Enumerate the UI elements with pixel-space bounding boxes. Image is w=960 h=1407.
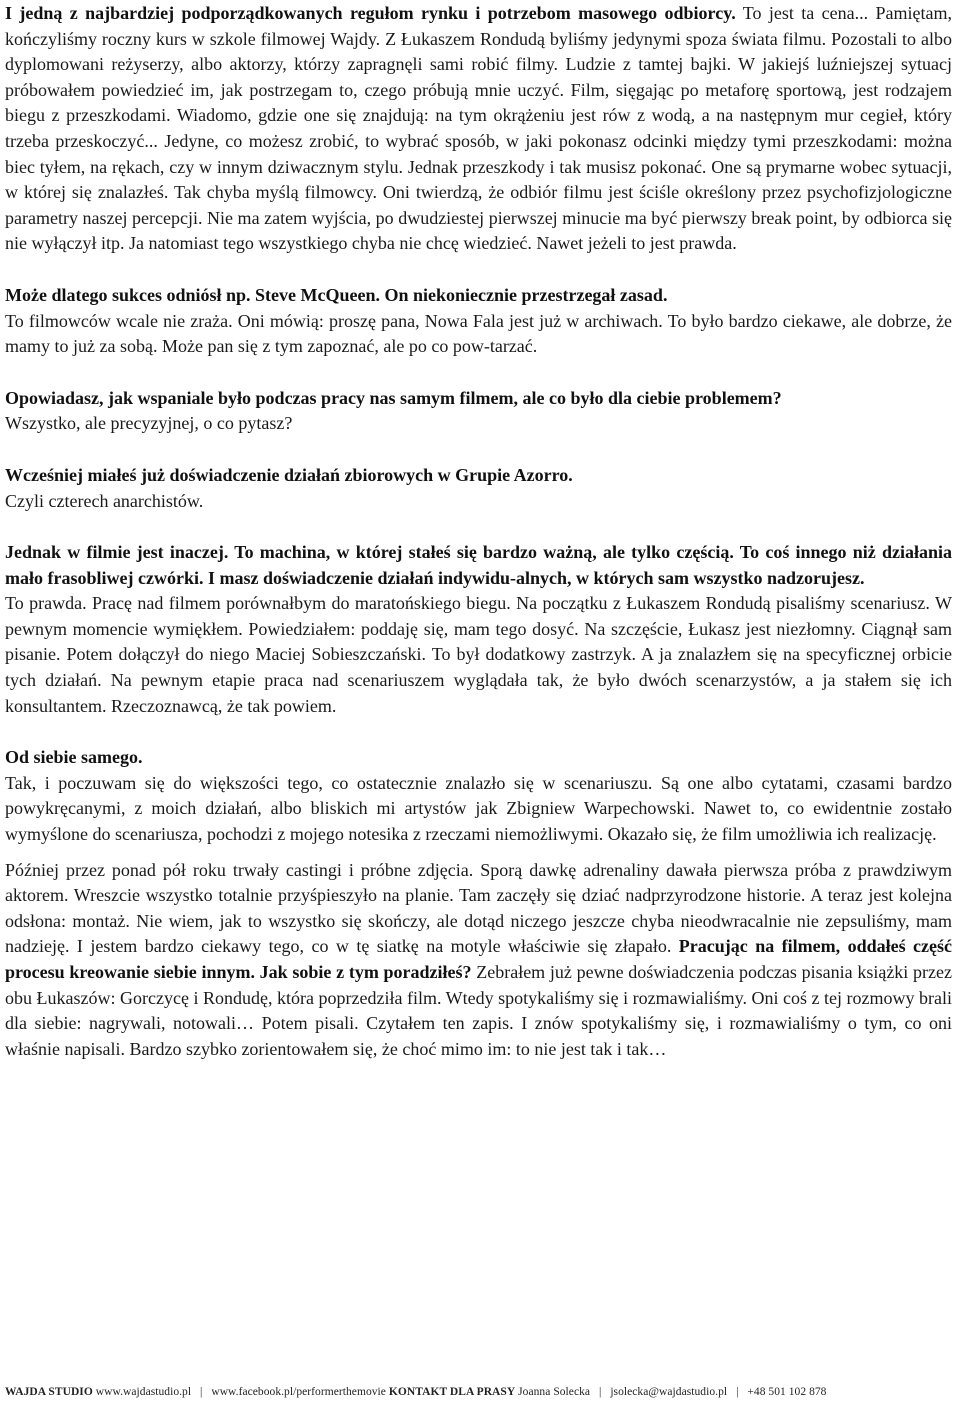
question-text: Od siebie samego. xyxy=(5,747,143,768)
answer-text: To filmowców wcale nie zraża. Oni mówią: proszę pana, Nowa Fala jest już w archiwach. To było bardzo ciekawe, ale dobrze, że mamy to już za sobą. Może pan się z tym zapoznać, ale po co pow-tarzać. xyxy=(5,310,952,357)
interview-article xyxy=(5,0,952,1062)
paragraph xyxy=(5,0,952,257)
question-text: Jednak w filmie jest inaczej. To machina, w której stałeś się bardzo ważną, ale tylko częścią. To coś innego niż działania mało frasobliwej czwórki. I masz doświadczenie działań indywidu-alnych, w których sam wszystko nadzorujesz. xyxy=(5,542,952,588)
paragraph xyxy=(5,858,952,1063)
footer-separator: | xyxy=(599,1386,602,1398)
question-text: Opowiadasz, jak wspaniale było podczas pracy nas samym filmem, ale co było dla ciebie problemem? xyxy=(5,387,782,408)
question-text: I jedną z najbardziej podporządkowanych regułom rynku i potrzebom masowego odbiorcy. xyxy=(5,3,736,23)
footer-contact-label: KONTAKT DLA PRASY xyxy=(388,1386,516,1398)
paragraph xyxy=(5,463,952,514)
answer-text: To prawda. Pracę nad filmem porównałbym do maratońskiego biegu. Na początku z Łukaszem Rondudą pisaliśmy scenariusz. W pewnym momencie wymiękłem. Powiedziałem: poddaję się, mam tego dosyć. Na szczęście, Łukasz jest niezłomny. Ciągnął sam pisanie. Potem dołączył do niego Maciej Sobieszczański. To był dodatkowy zastrzyk. A ja znalazłem się na specyficznej orbicie tych działań. Na pewnym etapie praca nad scenariuszem wyglądała tak, że było dwóch scenarzystów, a ja stałem się ich konsultantem. Rzeczoznawcą, że tak powiem. xyxy=(5,593,952,716)
paragraph xyxy=(5,745,952,847)
footer-studio-name: WAJDA STUDIO xyxy=(5,1386,93,1398)
question-text: Może dlatego sukces odniósł np. Steve McQueen. On niekoniecznie przestrzegał zasad. xyxy=(5,284,668,305)
answer-text: Wszystko, ale precyzyjnej, o co pytasz? xyxy=(5,413,293,434)
press-contact-footer xyxy=(5,1386,950,1398)
answer-text: Tak, i poczuwam się do większości tego, co ostatecznie znalazło się w scenariuszu. Są one albo cytatami, czasami bardzo powykręcanymi, z moich działań, albo bliskich mi artystów jak Zbigniew Warpechowski. Nawet to, co ewidentnie zostało wymyślone do scenariusza, pochodzi z mojego notesika z rzeczami niemożliwymi. Okazało się, że film umożliwia ich realizację. xyxy=(5,772,952,845)
paragraph xyxy=(5,540,952,719)
footer-contact-name: Joanna Solecka xyxy=(518,1386,591,1398)
answer-text: Czyli czterech anarchistów. xyxy=(5,490,204,511)
paragraph xyxy=(5,386,952,437)
footer-separator: | xyxy=(200,1386,203,1398)
footer-separator: | xyxy=(736,1386,739,1398)
footer-phone: +48 501 102 878 xyxy=(747,1386,827,1398)
footer-email-link[interactable]: jsolecka@wajdastudio.pl xyxy=(610,1386,728,1398)
question-text: Wcześniej miałeś już doświadczenie działań zbiorowych w Grupie Azorro. xyxy=(5,464,573,485)
question-text: Pracując na filmem, oddałeś część procesu kreowanie siebie innym. Jak sobie z tym poradziłeś? xyxy=(5,936,952,982)
answer-text: Zebrałem już pewne doświadczenia podczas pisania książki przez obu Łukaszów: Gorczycę i Rondudę, która poprzedziła film. Wtedy spotykaliśmy się i rozmawialiśmy. Oni coś z tej rozmowy brali dla siebie: nagrywali, notowali… Potem pisali. Czytałem ten zapis. I znów spotykaliśmy się, i rozmawialiśmy o tym, co oni właśnie napisali. Bardzo szybko zorientowałem się, że choć mimo im: to nie jest tak i tak… xyxy=(5,962,952,1059)
answer-text: To jest ta cena... Pamiętam, kończyliśmy roczny kurs w szkole filmowej Wajdy. Z Łukaszem Rondudą byliśmy jedynymi spoza świata filmu. Pozostali to albo dyplomowani reżyserzy, albo aktorzy, którzy zapragnęli sami robić filmy. Ludzie z tamtej bajki. W jakiejś luźniejszej sytuacj próbowałem powiedzieć im, jak postrzegam to, czego próbują mnie uczyć. Film, sięgając po metaforę sportową, jest rodzajem biegu z przeszkodami. Wiadomo, gdzie one się znajdują: na tym okrążeniu jest rów z wodą, a na następnym mur cegieł, który trzeba przeskoczyć... Jedyne, co możesz zrobić, to wybrać sposób, w jaki pokonasz odcinki między tymi przeszkodami: można biec tyłem, na rękach, czy w innym dziwacznym stylu. Jednak przeszkody i tak musisz pokonać. One są prymarne wobec sytuacji, w której się znalazłeś. Tak chyba myślą filmowcy. Oni twierdzą, że odbiór filmu jest ściśle określony przez psychofizjologiczne parametry naszej percepcji. Nie ma zatem wyjścia, po dwudziestej pierwszej minucie ma być pierwszy break point, by odbiorca się nie wyłączył itp. Ja natomiast tego wszystkiego chyba nie chcę wiedzieć. Nawet jeżeli to jest prawda. xyxy=(5,3,952,254)
answer-text: Później przez ponad pół roku trwały castingi i próbne zdjęcia. Sporą dawkę adrenaliny dawała pierwsza próba z prawdziwym aktorem. Wreszcie wszystko totalnie przyśpieszyło na planie. Tam zaczęły się dziać nadprzyrodzone historie. A teraz jest kolejna odsłona: montaż. Nie wiem, jak to wszystko się skończy, ale dotąd niczego jeszcze chyba nieodwracalnie nie zepsuliśmy, mam nadzieję. I jestem bardzo ciekawy tego, co w tę siatkę na motyle właściwie się złapało. xyxy=(5,859,952,957)
paragraph xyxy=(5,283,952,360)
footer-studio-link[interactable]: www.wajdastudio.pl xyxy=(95,1386,192,1398)
footer-facebook-link[interactable]: www.facebook.pl/performerthemovie xyxy=(211,1386,386,1398)
